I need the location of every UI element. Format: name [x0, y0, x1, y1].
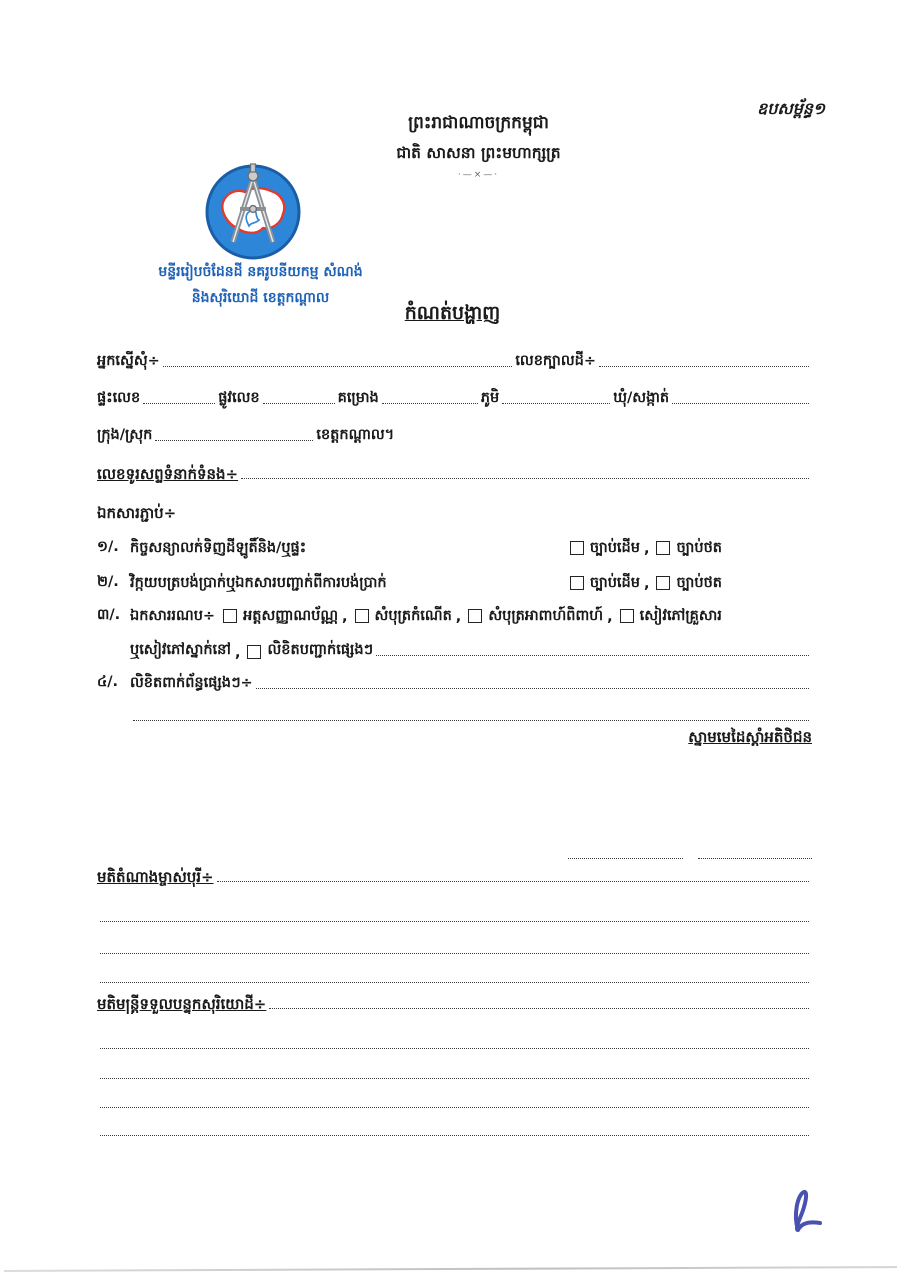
cadastral-opinion-fill-line-4[interactable] [100, 1133, 809, 1136]
address-row [97, 383, 812, 409]
item2-number: ២/. [97, 574, 119, 590]
item2-original-checkbox[interactable] [570, 576, 584, 590]
parcel-number-label: លេខក្បាលដី÷ [515, 353, 596, 370]
village-fill-line[interactable] [502, 401, 610, 404]
ruled-line-row [97, 1087, 812, 1113]
item1-original-checkbox[interactable] [570, 541, 584, 555]
form-title: កំណត់បង្ហាញ [404, 302, 501, 324]
ruled-line-row [97, 901, 812, 927]
ruled-line-row [97, 1058, 812, 1084]
borey-opinion-fill-line-0[interactable] [217, 879, 809, 882]
ruled-line-row [97, 1028, 812, 1054]
contact-phone-label: លេខទូរសព្ទទំនាក់ទំនង÷ [97, 464, 239, 483]
ruled-line-row [97, 962, 812, 988]
item3-marriagecert-label: សំបុត្រអាពាហ៍ពិពាហ៍ [488, 608, 604, 625]
department-name-line2: និងសុរិយោដី ខេត្តកណ្តាល [191, 289, 330, 306]
cadastral-officer-opinion-row [97, 988, 812, 1014]
parcel-number-fill-line[interactable] [599, 364, 809, 367]
borey-representative-opinion-row [97, 861, 812, 887]
department-logo [203, 162, 303, 262]
item3-familybook-label: សៀវភៅគ្រួសារ [639, 608, 722, 625]
item4-number: ៤/. [97, 674, 119, 690]
pen-mark-annotation [772, 1182, 836, 1246]
item3-familybook-checkbox[interactable] [620, 609, 634, 623]
item4-continuation-fill-line[interactable] [133, 718, 809, 721]
item4-continuation-row [97, 700, 812, 726]
document-item-4 [97, 668, 812, 694]
house-number-label: ផ្ទះលេខ [97, 390, 141, 407]
item1-original-label: ច្បាប់ដើម [589, 540, 640, 557]
project-label: គម្រោង [337, 390, 379, 407]
national-motto: ជាតិ សាសនា ព្រះមហាក្សត្រ [396, 144, 561, 162]
comma-separator: , [643, 576, 650, 593]
cadastral-opinion-fill-line-0[interactable] [269, 1006, 809, 1009]
cadastral-officer-heading: មតិមន្ត្រីទទួលបន្ទុកសុរិយោដី÷ [97, 994, 267, 1013]
village-label: ភូមិ [480, 390, 500, 407]
item2-original-label: ច្បាប់ដើម [589, 575, 640, 592]
item3-label: ឯកសាររណប÷ [130, 608, 216, 625]
comma-separator: , [643, 541, 650, 558]
borey-opinion-fill-line-2[interactable] [100, 951, 809, 954]
phone-row [97, 458, 812, 484]
item3-marriagecert-checkbox[interactable] [468, 609, 482, 623]
appendix-label: ឧបសម្ព័ន្ធ១ [757, 99, 825, 118]
thumbprint-label: ស្នាមមេដៃស្តាំអតិថិជន [688, 728, 812, 746]
item4-fill-line[interactable] [256, 686, 809, 689]
project-fill-line[interactable] [382, 401, 478, 404]
house-number-fill-line[interactable] [143, 401, 215, 404]
item1-photocopy-checkbox[interactable] [656, 541, 670, 555]
item1-label: កិច្ចសន្យាលក់ទិញដីឡូតិ៍និង/ឬផ្ទះ [130, 539, 307, 556]
document-item-3 [97, 601, 812, 627]
applicant-fill-line[interactable] [163, 364, 513, 367]
comma-separator: , [234, 645, 241, 661]
comma-separator: , [455, 609, 462, 626]
ruled-line-row [97, 933, 812, 959]
document-item-1 [97, 533, 812, 559]
comma-separator: , [342, 609, 348, 626]
ruled-line-row [97, 1115, 812, 1141]
item2-photocopy-checkbox[interactable] [656, 576, 670, 590]
item4-label: លិខិតពាក់ព័ន្ធផ្សេងៗ÷ [130, 675, 253, 692]
item3-birthcert-label: សំបុត្រកំណើត [374, 608, 452, 625]
item1-number: ១/. [97, 539, 119, 555]
commune-fill-line[interactable] [672, 401, 809, 404]
date-fill-segment-2[interactable] [698, 856, 812, 859]
item3-birthcert-checkbox[interactable] [355, 609, 369, 623]
blue-ink-squiggle-icon [772, 1182, 836, 1246]
district-label: ក្រុង/ស្រុក [97, 427, 153, 444]
item1-photocopy-label: ច្បាប់ថត [676, 540, 722, 557]
document-item-3-continued [97, 635, 812, 661]
district-fill-line[interactable] [155, 438, 313, 441]
item2-photocopy-label: ច្បាប់ថត [676, 575, 722, 592]
kingdom-title: ព្រះរាជាណាចក្រកម្ពុជា [408, 113, 549, 133]
applicant-row [97, 346, 812, 372]
item3-number: ៣/. [97, 607, 121, 623]
item3-idcard-label: អត្តសញ្ញាណប័ណ្ណ [243, 608, 339, 625]
item3-other-fill-line[interactable] [376, 653, 809, 656]
street-number-fill-line[interactable] [263, 401, 335, 404]
motto-divider-ornament: ·—×—· [457, 170, 500, 180]
borey-opinion-fill-line-1[interactable] [100, 919, 809, 922]
item3-residencebook-label: ឬសៀវភៅស្នាក់នៅ [130, 642, 231, 659]
street-number-label: ផ្លូវលេខ [218, 390, 260, 407]
date-fill-segment-1[interactable] [568, 856, 683, 859]
item3-other-letter-label: លិខិតបញ្ជាក់ផ្សេងៗ [267, 642, 374, 659]
cadastral-opinion-fill-line-2[interactable] [100, 1076, 809, 1079]
district-row [97, 420, 812, 446]
item3-idcard-checkbox[interactable] [223, 609, 237, 623]
compass-over-cambodia-map-icon [203, 162, 303, 262]
item3-other-letter-checkbox[interactable] [247, 645, 261, 659]
commune-label: ឃុំ/សង្កាត់ [613, 390, 670, 407]
comma-separator: , [607, 609, 613, 626]
cadastral-opinion-fill-line-1[interactable] [100, 1046, 809, 1049]
scan-edge-line [4, 1266, 897, 1271]
borey-opinion-fill-line-3[interactable] [100, 980, 809, 983]
document-item-2 [97, 568, 812, 594]
borey-representative-heading: មតិតំណាងម្ចាស់បុរី÷ [97, 867, 214, 886]
attached-documents-heading: ឯកសារភ្ជាប់÷ [97, 504, 177, 522]
item2-label: វិក្កយបត្របង់ប្រាក់ឬឯកសារបញ្ជាក់ពីការបង់ប្រាក់ [130, 574, 387, 591]
applicant-label: អ្នកស្នើសុំ÷ [97, 353, 160, 370]
contact-phone-fill-line[interactable] [241, 476, 809, 479]
cadastral-opinion-fill-line-3[interactable] [100, 1105, 809, 1108]
department-name-line1: មន្ទីររៀបចំដែនដី នគរូបនីយកម្ម សំណង់ [158, 264, 363, 280]
province-text: ខេត្តកណ្តាល។ [316, 427, 395, 444]
